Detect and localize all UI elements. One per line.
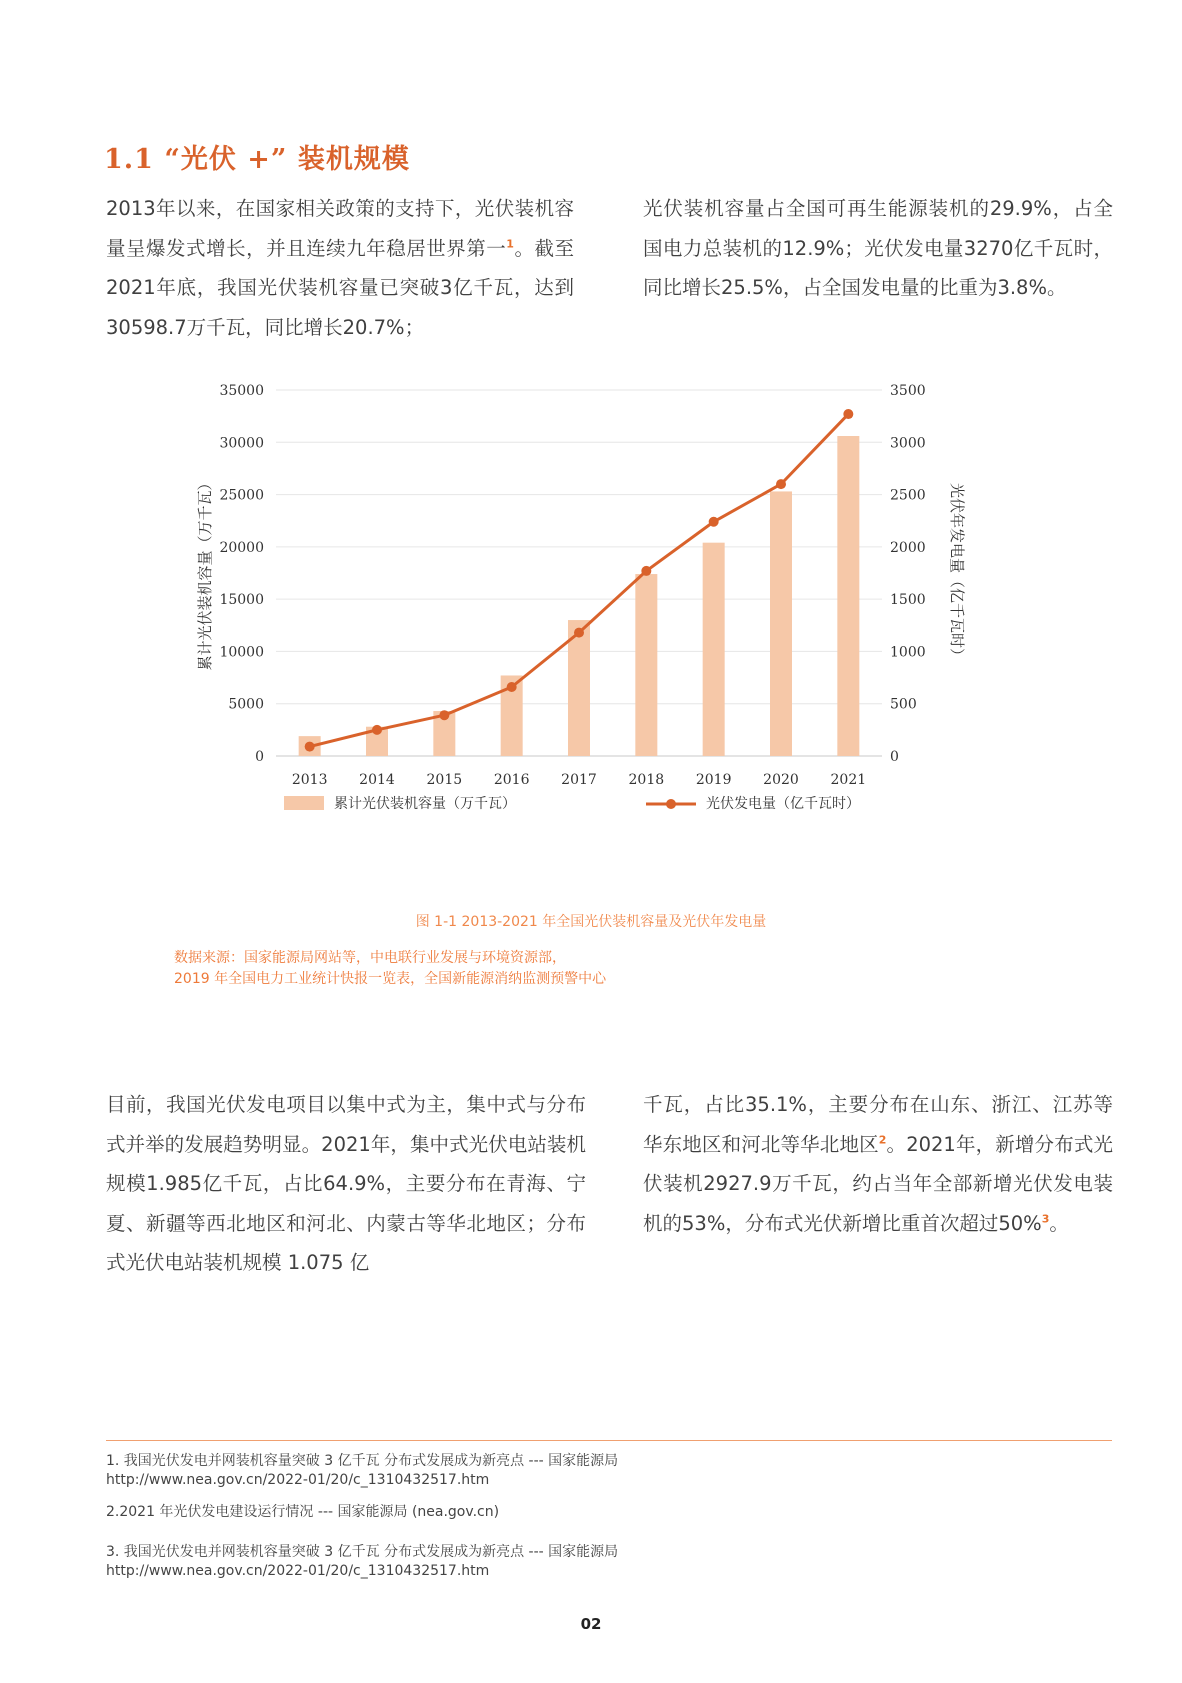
y-left-tick-label: 20000 [219,539,264,556]
chart-legend [284,795,860,812]
x-tick-label: 2020 [763,772,799,788]
generation-point [776,479,786,489]
y-right-tick-label: 2500 [890,487,926,504]
y-right-tick-label: 1000 [890,644,926,661]
y-right-tick-label: 3000 [890,435,926,452]
footnote-ref-3[interactable]: 3 [1041,1212,1050,1225]
y-right-axis-title: 光伏年发电量（亿千瓦时） [948,482,966,664]
y-left-tick-label: 0 [255,749,264,765]
body-paragraph-right [643,1085,1113,1243]
x-tick-label: 2014 [359,772,395,788]
intro-paragraph-left [106,189,574,347]
y-left-tick-label: 15000 [219,592,264,609]
generation-point [507,682,517,692]
legend-swatch-capacity [284,796,324,810]
generation-point [439,710,449,720]
capacity-bar [837,436,859,756]
capacity-bars [299,436,860,756]
y-right-tick-label: 3500 [890,383,926,399]
body-right-text: 千瓦，占比35.1%，主要分布在山东、浙江、江苏等华东地区和河北等华北地区 [643,1093,1113,1156]
body-right-text-cont: 。2021年，新增分布式光伏装机2927.9万千瓦，约占当年全部新增光伏发电装机的53%，分布式光伏新增比重首次超过50% [643,1132,1113,1235]
x-tick-label: 2015 [426,772,463,788]
capacity-bar [635,574,657,756]
y-left-tick-label: 5000 [228,696,264,713]
y-right-tick-label: 1500 [890,592,926,609]
x-tick-label: 2018 [628,772,665,788]
footnote-3-title: 3. 我国光伏发电并网装机容量突破 3 亿千瓦 分布式发展成为新亮点 --- 国家能源局 [106,1544,619,1560]
data-source [174,948,606,990]
y-left-tick-label: 10000 [219,644,264,661]
footnote-divider [106,1440,1112,1441]
legend-label-generation: 光伏发电量（亿千瓦时） [706,796,860,812]
generation-point [574,628,584,638]
legend-marker-generation [666,799,676,809]
x-tick-label: 2021 [830,772,867,788]
y-left-tick-label: 30000 [219,435,264,452]
capacity-generation-chart [196,383,1000,832]
generation-point [709,517,719,527]
generation-point [641,566,651,576]
generation-point [305,742,315,752]
generation-point [372,725,382,735]
intro-left-text-cont: 。截至2021年底，我国光伏装机容量已突破3亿千瓦，达到30598.7万千瓦，同比增长20.7%； [106,236,574,339]
y-right-tick-label: 2000 [890,539,926,556]
intro-left-text: 2013年以来，在国家相关政策的支持下，光伏装机容量呈爆发式增长，并且连续九年稳居世界第一 [106,197,574,260]
footnote-1 [106,1452,618,1490]
x-tick-label: 2017 [561,772,597,788]
legend-label-capacity: 累计光伏装机容量（万千瓦） [334,796,516,812]
intro-paragraph-right: 光伏装机容量占全国可再生能源装机的29.9%，占全国电力总装机的12.9%；光伏发电量3270亿千瓦时，同比增长25.5%，占全国发电量的比重为3.8%。 [643,197,1113,299]
y-left-axis-title: 累计光伏装机容量（万千瓦） [196,475,214,671]
x-tick-label: 2016 [493,772,530,788]
footnote-1-title: 1. 我国光伏发电并网装机容量突破 3 亿千瓦 分布式发展成为新亮点 --- 国家能源局 [106,1453,619,1469]
y-right-tick-label: 0 [890,749,899,765]
footnote-2 [106,1503,499,1522]
footnote-ref-1[interactable]: 1 [506,237,514,250]
body-paragraph-left: 目前，我国光伏发电项目以集中式为主，集中式与分布式并举的发展趋势明显。2021年，集中式光伏电站装机规模1.985亿千瓦，占比64.9%，主要分布在青海、宁夏、新疆等西北地区和河北、内蒙古等华北地区；分布式光伏电站装机规模 1.075 亿 [106,1093,586,1274]
footnote-3-link[interactable]: http://www.nea.gov.cn/2022-01/20/c_1310432517.htm [106,1563,490,1579]
capacity-bar [703,543,725,756]
capacity-bar [770,491,792,756]
y-left-tick-label: 25000 [219,487,264,504]
footnote-3 [106,1543,618,1581]
y-left-tick-label: 35000 [219,383,264,399]
source-line-2: 2019 年全国电力工业统计快报一览表，全国新能源消纳监测预警中心 [174,971,607,987]
figure-caption: 图 1-1 2013-2021 年全国光伏装机容量及光伏年发电量 [415,914,767,930]
y-right-tick-label: 500 [890,696,917,713]
x-tick-label: 2019 [695,772,732,788]
page-number: 02 [580,1615,602,1633]
body-right-text-end: 。 [1049,1211,1069,1235]
x-tick-label: 2013 [291,772,328,788]
footnote-1-link[interactable]: http://www.nea.gov.cn/2022-01/20/c_1310432517.htm [106,1472,490,1488]
generation-point [843,409,853,419]
footnote-2-title[interactable]: 2.2021 年光伏发电建设运行情况 --- 国家能源局 (nea.gov.cn) [106,1504,500,1520]
section-title: 1.1 “光伏 +” 装机规模 [104,144,410,175]
footnote-ref-2[interactable]: 2 [878,1133,887,1146]
source-line-1: 数据来源：国家能源局网站等，中电联行业发展与环境资源部， [174,950,566,966]
